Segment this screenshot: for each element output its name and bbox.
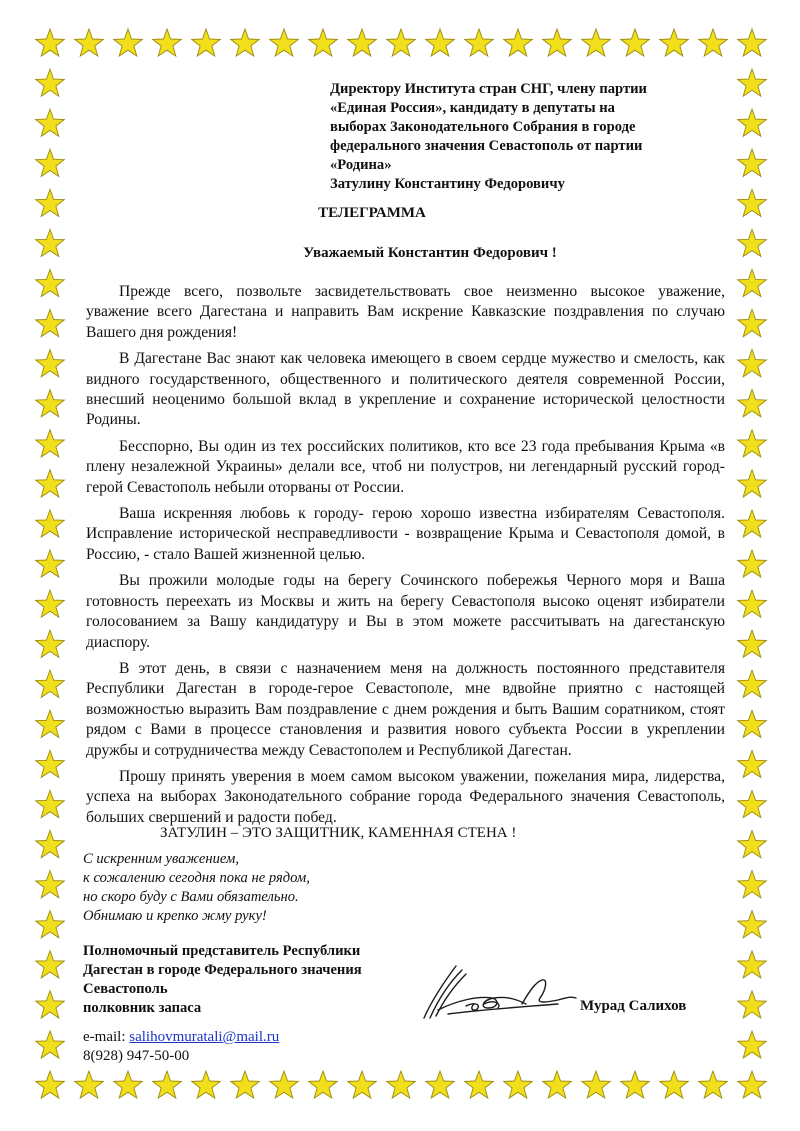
border-star-right	[738, 831, 767, 858]
border-star-bottom	[699, 1071, 728, 1098]
sender-line: Полномочный представитель Республики	[83, 943, 361, 959]
closing-line: но скоро буду с Вами обязательно.	[83, 889, 299, 905]
border-star-right	[738, 791, 767, 818]
border-star-top	[543, 29, 572, 56]
body-paragraph: Бесспорно, Вы один из тех российских политиков, кто все 23 года пребывания Крыма «в плену незалежной Украины» делали все, чтоб ни полустров, ни легендарный русский город-герой Севастополь небыли оторваны от России.	[86, 437, 725, 496]
border-star-left	[36, 109, 65, 136]
addressee-block	[330, 80, 730, 194]
border-star-left	[36, 430, 65, 457]
border-star-left	[36, 350, 65, 377]
border-star-bottom	[582, 1071, 611, 1098]
border-star-right	[738, 510, 767, 537]
border-star-top	[153, 29, 182, 56]
addressee-line: Директору Института стран СНГ, члену партии	[330, 81, 647, 97]
border-star-right	[738, 550, 767, 577]
border-star-bottom	[153, 1071, 182, 1098]
border-star-right	[738, 430, 767, 457]
border-star-left	[36, 871, 65, 898]
letter-body	[86, 282, 725, 834]
border-star-left	[36, 951, 65, 978]
border-star-top	[270, 29, 299, 56]
sender-line: Севастополь	[83, 981, 168, 997]
closing-line: Обнимаю и крепко жму руку!	[83, 908, 267, 924]
border-star-bottom	[465, 1071, 494, 1098]
border-star-bottom	[621, 1071, 650, 1098]
border-star-bottom	[504, 1071, 533, 1098]
border-star-top	[699, 29, 728, 56]
border-star-top	[504, 29, 533, 56]
body-paragraph: В этот день, в связи с назначением меня на должность постоянного представителя Республики Дагестан в городе-герое Севастополе, мне вдвойне приятно с настоящей возможностью выразить Вам поздравление с днем рождения и быть Вашим соратником, стоят рядом с Вами в процессе становления и развития нового субъекта России в укреплении дружбы и сотрудничества между Севастополем и Республикой Дагестан.	[86, 659, 725, 759]
sender-block	[83, 942, 362, 1018]
border-star-bottom	[738, 1071, 767, 1098]
border-star-bottom	[660, 1071, 689, 1098]
border-star-right	[738, 951, 767, 978]
border-star-top	[231, 29, 260, 56]
border-star-bottom	[543, 1071, 572, 1098]
border-star-left	[36, 470, 65, 497]
body-paragraph: Ваша искренняя любовь к городу- герою хорошо известна избирателям Севастополя. Исправление исторической несправедливости - возвращение Крыма и Севастополя домой, в Россию, - стало Вашей жизненной целью.	[86, 505, 725, 563]
addressee-line: выборах Законодательного Собрания в городе	[330, 119, 636, 135]
email-link[interactable]: salihovmuratali@mail.ru	[129, 1029, 280, 1045]
body-paragraph: В Дагестане Вас знают как человека имеющего в своем сердце мужество и смелость, как видного государственного, общественного и политического деятеля современной России, внесший неоценимо большой вклад в укрепление и сохранение исторической целостности Родины.	[86, 350, 725, 429]
border-star-right	[738, 991, 767, 1018]
signer-name: Мурад Салихов	[580, 998, 687, 1014]
email-row	[83, 1028, 279, 1047]
border-star-left	[36, 310, 65, 337]
sender-line: полковник запаса	[83, 1000, 202, 1016]
border-star-left	[36, 710, 65, 737]
border-star-right	[738, 590, 767, 617]
addressee-line: федерального значения Севастополь от партии	[330, 138, 643, 154]
email-label: e-mail:	[83, 1029, 130, 1045]
border-star-left	[36, 831, 65, 858]
border-star-right	[738, 109, 767, 136]
border-star-left	[36, 69, 65, 96]
border-star-right	[738, 750, 767, 777]
border-star-bottom	[192, 1071, 221, 1098]
border-star-top	[465, 29, 494, 56]
phone-number: 8(928) 947-50-00	[83, 1048, 190, 1064]
border-star-left	[36, 590, 65, 617]
border-star-top	[114, 29, 143, 56]
closing-line: к сожалению сегодня пока не рядом,	[83, 870, 310, 886]
border-star-left	[36, 911, 65, 938]
border-star-bottom	[387, 1071, 416, 1098]
border-star-right	[738, 1031, 767, 1058]
body-paragraph: Вы прожили молодые годы на берегу Сочинского побережья Черного моря и Ваша готовность переехать из Москвы и жить на берегу Севастополя высоко оценят избиратели голосованием за Вашу кандидатуру и Вы в этом можете рассчитывать на дагестанскую диаспору.	[86, 572, 725, 651]
border-star-right	[738, 470, 767, 497]
body-paragraph: Прошу принять уверения в моем самом высоком уважении, пожелания мира, лидерства, успеха на выборах Законодательного собрание города Федерального значения Севастополь, больших свершений и радости побед.	[86, 767, 725, 826]
border-star-right	[738, 149, 767, 176]
border-star-top	[426, 29, 455, 56]
border-star-bottom	[75, 1071, 104, 1098]
handwritten-signature	[418, 960, 578, 1025]
border-star-left	[36, 670, 65, 697]
border-star-bottom	[114, 1071, 143, 1098]
border-star-bottom	[231, 1071, 260, 1098]
border-star-right	[738, 69, 767, 96]
border-star-top	[621, 29, 650, 56]
border-star-left	[36, 991, 65, 1018]
border-star-left	[36, 1031, 65, 1058]
salutation: Уважаемый Константин Федорович !	[303, 245, 557, 261]
border-star-right	[738, 270, 767, 297]
border-star-top	[738, 29, 767, 56]
border-star-bottom	[270, 1071, 299, 1098]
border-star-right	[738, 310, 767, 337]
closing-block	[83, 850, 310, 926]
border-star-right	[738, 390, 767, 417]
border-star-top	[582, 29, 611, 56]
border-star-top	[660, 29, 689, 56]
border-star-left	[36, 390, 65, 417]
border-star-left	[36, 750, 65, 777]
document-title: ТЕЛЕГРАММА	[318, 205, 426, 221]
border-star-top	[387, 29, 416, 56]
body-paragraph: Прежде всего, позвольте засвидетельствовать свое неизменно высокое уважение, уважение всего Дагестана и направить Вам искрение Кавказские поздравления по случаю Вашего дня рождения!	[86, 283, 725, 341]
border-star-bottom	[309, 1071, 338, 1098]
border-star-left	[36, 550, 65, 577]
border-star-bottom	[426, 1071, 455, 1098]
addressee-line: «Единая Россия», кандидату в депутаты на	[330, 100, 615, 116]
border-star-top	[348, 29, 377, 56]
border-star-left	[36, 270, 65, 297]
border-star-left	[36, 149, 65, 176]
border-star-left	[36, 510, 65, 537]
border-star-bottom	[36, 1071, 65, 1098]
border-star-top	[36, 29, 65, 56]
slogan: ЗАТУЛИН – ЭТО ЗАЩИТНИК, КАМЕННАЯ СТЕНА !	[160, 825, 517, 841]
border-star-top	[309, 29, 338, 56]
closing-line: С искренним уважением,	[83, 851, 239, 867]
sender-line: Дагестан в городе Федерального значения	[83, 962, 362, 978]
border-star-left	[36, 791, 65, 818]
border-star-right	[738, 670, 767, 697]
border-star-right	[738, 630, 767, 657]
border-star-right	[738, 350, 767, 377]
border-star-left	[36, 630, 65, 657]
border-star-right	[738, 871, 767, 898]
border-star-top	[192, 29, 221, 56]
border-star-bottom	[348, 1071, 377, 1098]
border-star-right	[738, 710, 767, 737]
contact-block	[83, 1028, 279, 1066]
border-star-top	[75, 29, 104, 56]
addressee-line: «Родина»	[330, 157, 392, 173]
addressee-line: Затулину Константину Федоровичу	[330, 176, 565, 192]
border-star-right	[738, 911, 767, 938]
